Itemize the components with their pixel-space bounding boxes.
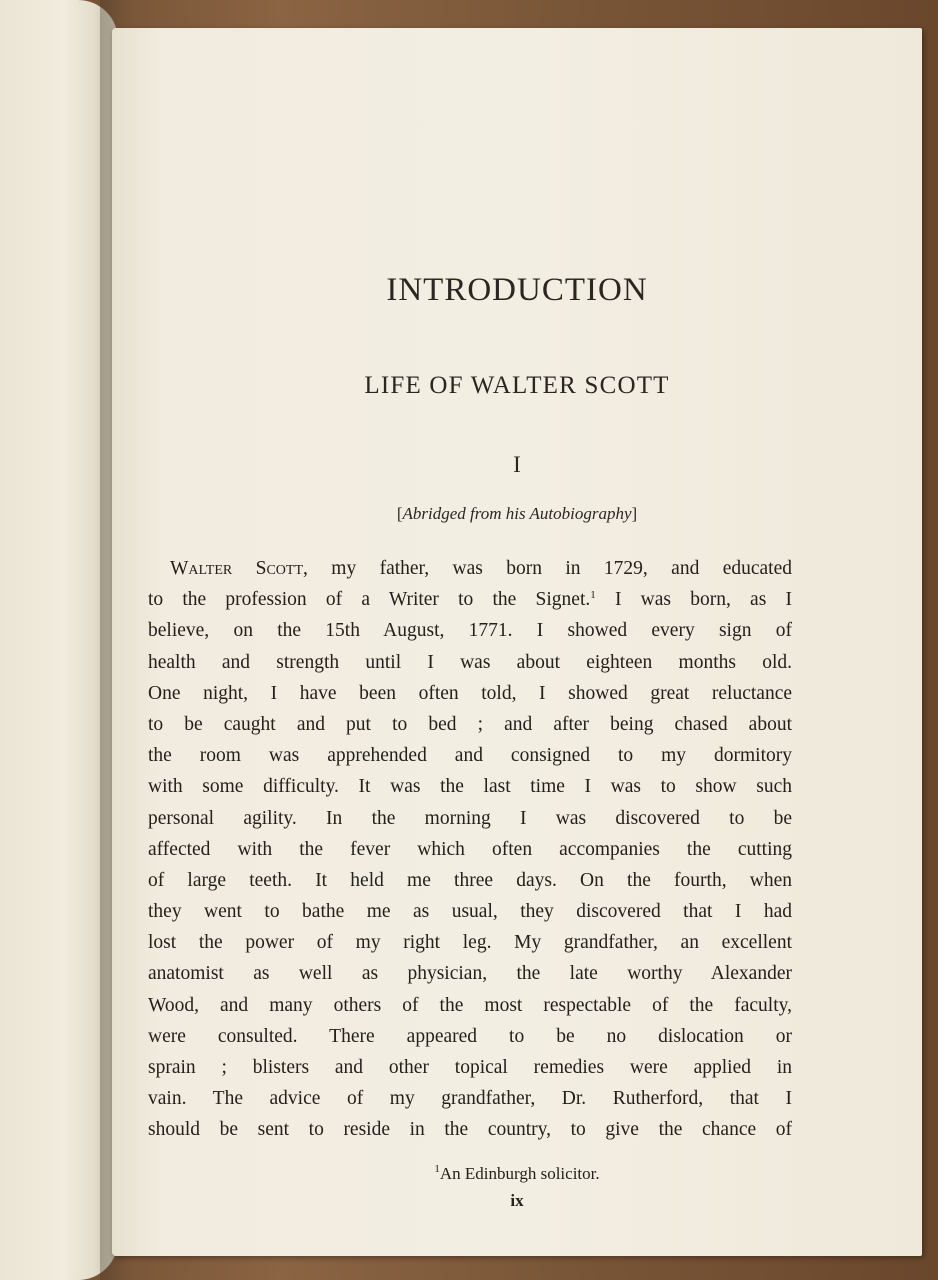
text-line-7: with some difficulty. It was the last time I was to show such [148, 776, 792, 798]
chapter-subtitle: LIFE OF WALTER SCOTT [364, 372, 670, 399]
text-line-9: affected with the fever which often accompanies the cutting [148, 838, 792, 860]
text-line-5: to be caught and put to bed ; and after being chased about [148, 713, 792, 735]
text-line-4: One night, I have been often told, I showed great reluctance [148, 682, 792, 704]
author-father-name: Walter Scott [170, 558, 304, 579]
text-line-1-main: to the profession of a Writer to the Signet. [148, 589, 591, 611]
source-text: Abridged from his Autobiography [402, 504, 632, 523]
footnote-marker: 1 [434, 1163, 440, 1175]
text-line-17: vain. The advice of my grandfather, Dr. Rutherford, that I [148, 1088, 792, 1110]
text-line-1 [148, 584, 792, 615]
source-bracket-open: [ [396, 504, 403, 523]
text-line-10: of large teeth. It held me three days. On the fourth, when [148, 869, 792, 891]
text-line-2: believe, on the 15th August, 1771. I showed every sign of [148, 620, 792, 642]
text-line-14: Wood, and many others of the most respectable of the faculty, [148, 994, 792, 1016]
text-line-18: should be sent to reside in the country, to give the chance of [148, 1119, 792, 1141]
page-number: ix [510, 1191, 524, 1210]
text-line-11: they went to bathe me as usual, they discovered that I had [148, 901, 792, 923]
text-line-0-rest: , my father, was born in 1729, and educated [303, 558, 792, 579]
book-page [112, 28, 922, 1256]
text-line-13: anatomist as well as physician, the late worthy Alexander [148, 963, 792, 985]
footnote-text: An Edinburgh solicitor. [439, 1164, 600, 1183]
body-paragraph [148, 553, 792, 1146]
text-line-6: the room was apprehended and consigned to my dormitory [148, 745, 792, 767]
text-line-8: personal agility. In the morning I was discovered to be [148, 807, 792, 829]
footnote-ref: 1 [590, 589, 596, 602]
text-line-12: lost the power of my right leg. My grandfather, an excellent [148, 932, 792, 954]
source-note [112, 504, 922, 524]
text-line-0 [148, 553, 792, 584]
section-number: I [513, 452, 521, 477]
text-line-1-tail: I was born, as I [595, 589, 792, 611]
source-bracket-close: ] [631, 504, 638, 523]
text-line-3: health and strength until I was about eighteen months old. [148, 651, 792, 673]
footnote [112, 1164, 922, 1184]
page-title: INTRODUCTION [386, 272, 648, 308]
text-line-16: sprain ; blisters and other topical remedies were applied in [148, 1057, 792, 1078]
text-line-15: were consulted. There appeared to be no dislocation or [148, 1025, 792, 1047]
